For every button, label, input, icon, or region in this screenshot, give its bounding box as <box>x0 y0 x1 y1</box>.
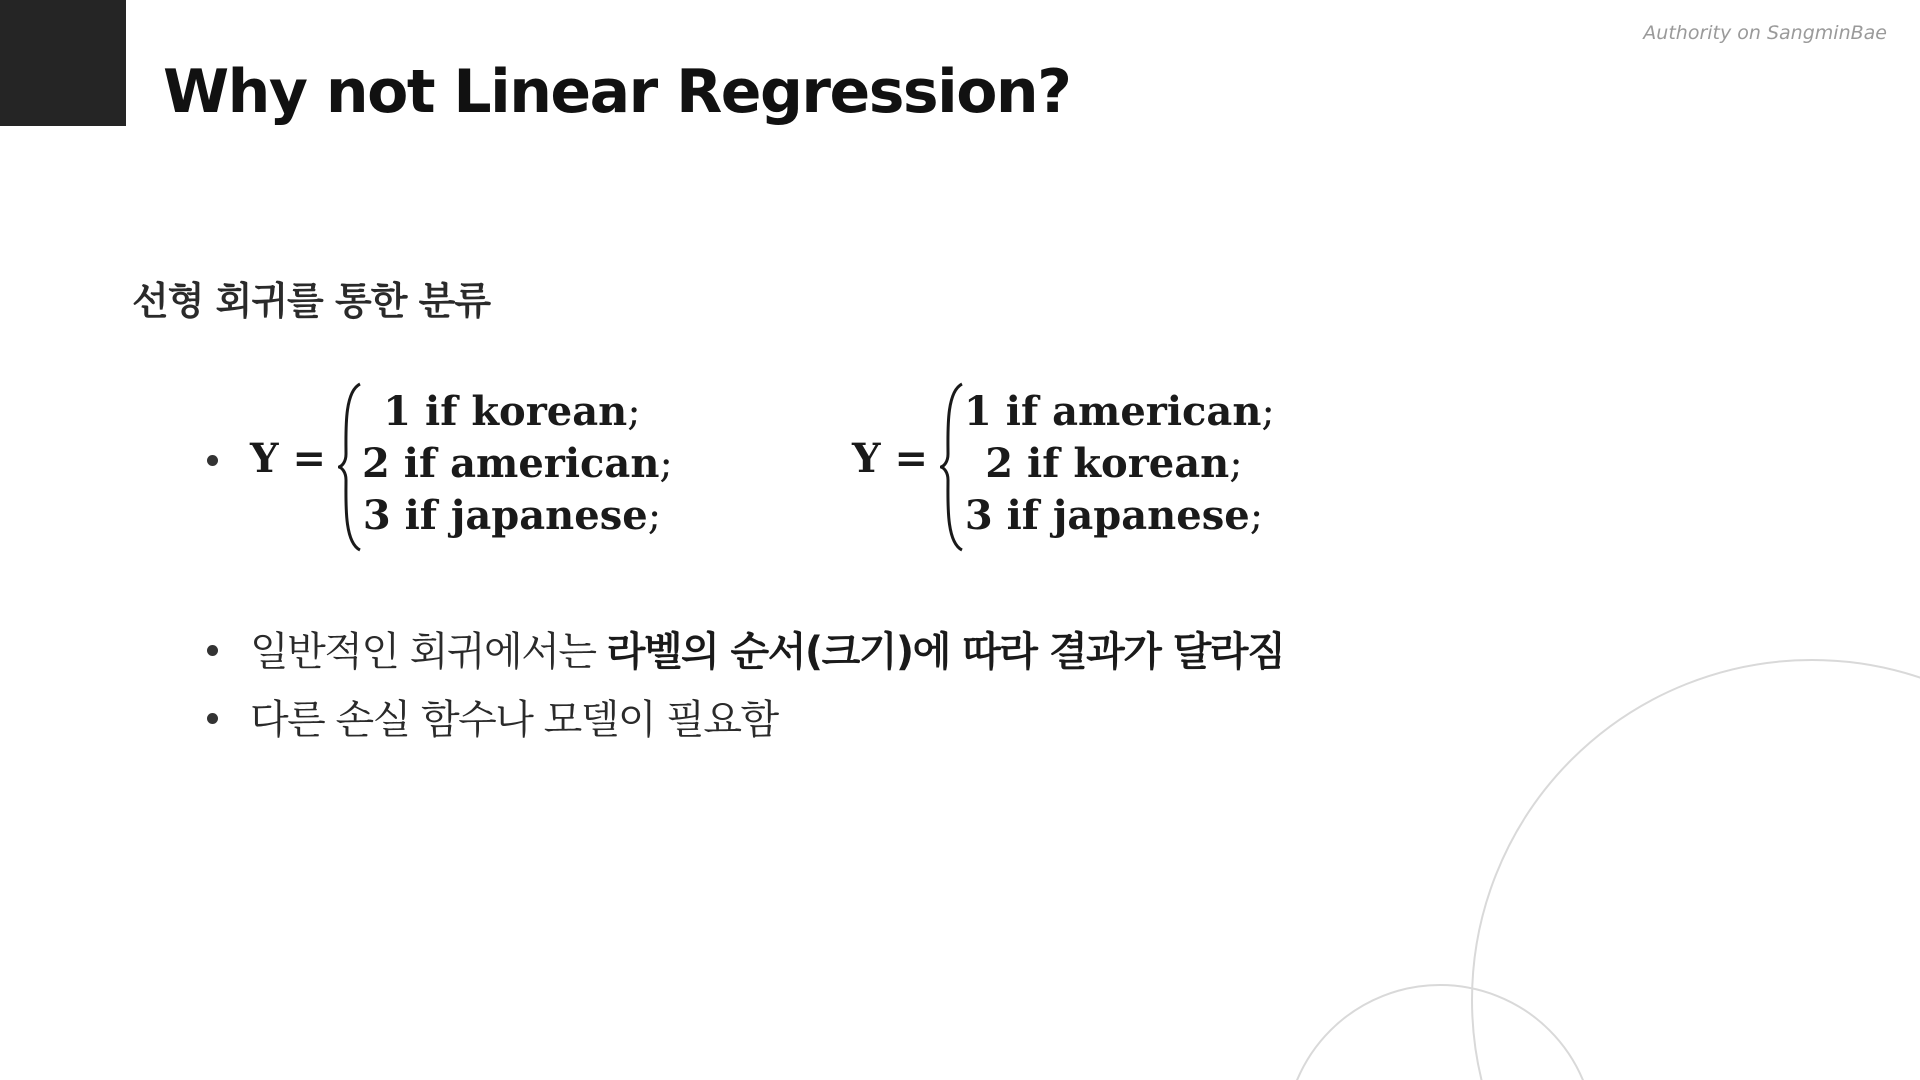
section-heading: 선형 회귀를 통한 분류 <box>132 279 491 323</box>
right-brace-icon <box>940 382 966 552</box>
bullet-plain-text: 일반적인 회귀에서는 <box>250 629 607 675</box>
bullet-marker <box>207 645 218 656</box>
equation-left-case-2: 2 if american; <box>362 440 673 487</box>
bullet-item-loss-function <box>250 695 778 745</box>
bullet-item-label-order <box>250 627 1284 677</box>
equation-right-case-3: 3 if japanese; <box>964 492 1264 539</box>
equation-right-lhs: Y = <box>852 435 928 482</box>
bullet-marker <box>207 455 218 466</box>
bullet-emphasis-text: 라벨의 순서(크기)에 따라 결과가 달라짐 <box>606 629 1285 675</box>
slide-title: Why not Linear Regression? <box>163 57 1071 127</box>
equation-left-case-3: 3 if japanese; <box>362 492 662 539</box>
left-brace-icon <box>338 382 364 552</box>
equation-right-case-2: 2 if korean; <box>985 440 1243 487</box>
bullet-marker <box>207 713 218 724</box>
equation-left-cases <box>362 386 673 542</box>
equation-right-case-1: 1 if american; <box>964 388 1275 435</box>
decor-circle-small <box>1285 985 1595 1080</box>
bullet-plain-text: 다른 손실 함수나 모델이 필요함 <box>250 697 778 743</box>
decor-circle-large <box>1472 660 1920 1080</box>
equation-left-case-1: 1 if korean; <box>383 388 641 435</box>
corner-accent-block <box>0 0 126 126</box>
equation-left-lhs: Y = <box>250 435 326 482</box>
author-credit: Authority on SangminBae <box>1643 22 1887 44</box>
equation-right-cases <box>964 386 1275 542</box>
